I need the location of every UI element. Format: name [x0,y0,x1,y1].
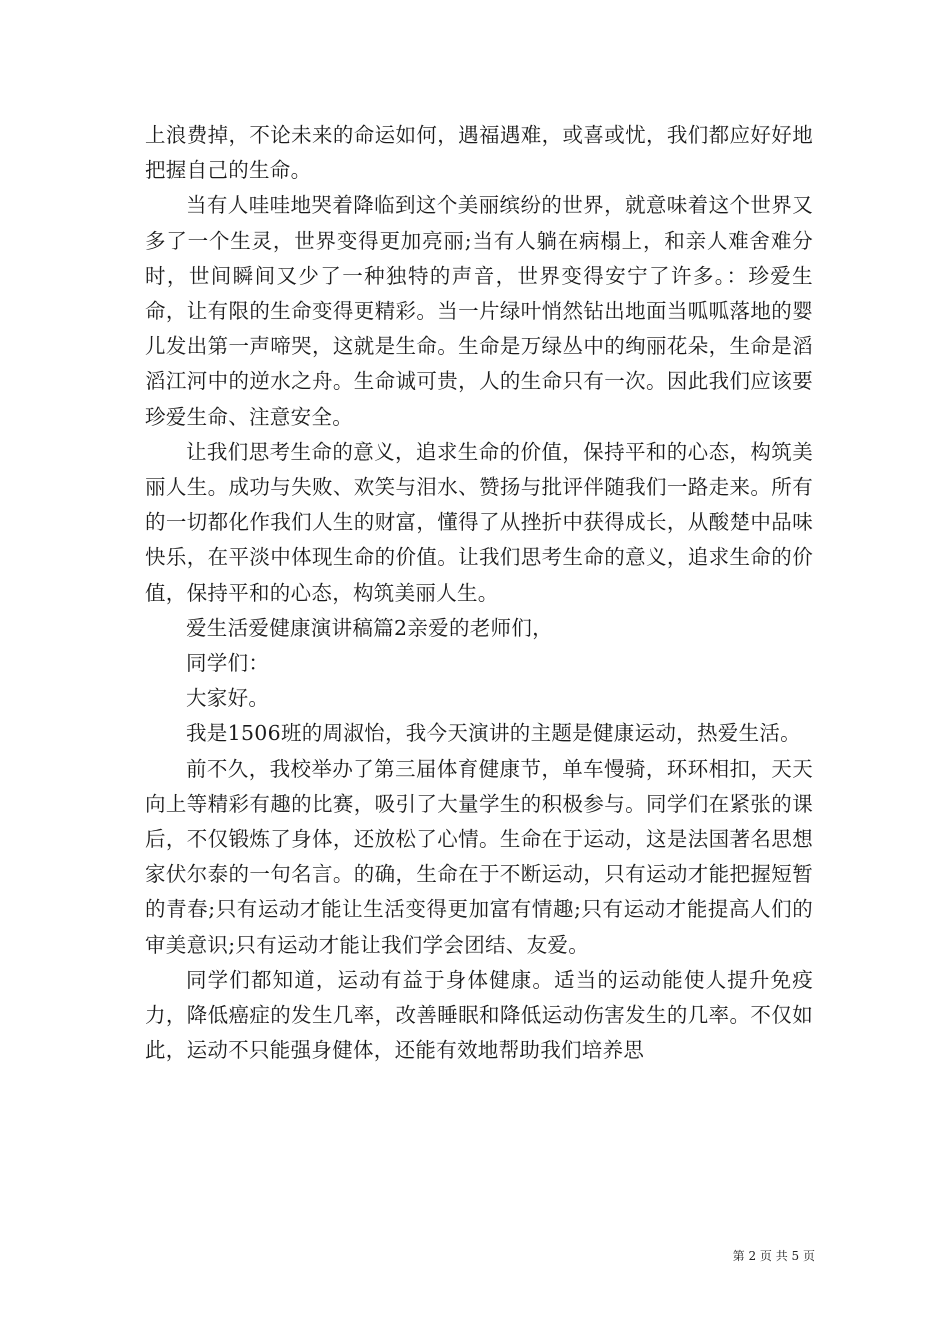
paragraph-5: 同学们： [186,651,270,676]
paragraph-9: 同学们都知道，运动有益于身体健康。适当的运动能使人提升免疫力，降低癌症的发生几率，改善睡眠和降低运动伤害发生的几率。不仅如此，运动不只能强身健体，还能有效地帮助我们培养思 [145,967,813,1063]
document-body [145,118,813,1068]
page-number-footer: 第 2 页 共 5 页 [732,1249,815,1263]
paragraph-4: 爱生活爱健康演讲稿篇2亲爱的老师们， [186,615,553,640]
paragraph-8: 前不久，我校举办了第三届体育健康节，单车慢骑，环环相扣，天天向上等精彩有趣的比赛，吸引了大量学生的积极参与。同学们在紧张的课后，不仅锻炼了身体，还放松了心情。生命在于运动，这是法国著名思想家伏尔泰的一句名言。的确，生命在于不断运动，只有运动才能把握短暂的青春;只有运动才能让生活变得更加富有情趣;只有运动才能提高人们的审美意识;只有运动才能让我们学会团结、友爱。 [145,756,813,957]
paragraph-6: 大家好。 [186,686,270,711]
paragraph-7: 我是1506班的周淑怡，我今天演讲的主题是健康运动，热爱生活。 [186,721,801,746]
paragraph-3: 让我们思考生命的意义，追求生命的价值，保持平和的心态，构筑美丽人生。成功与失败、欢笑与泪水、赞扬与批评伴随我们一路走来。所有的一切都化作我们人生的财富，懂得了从挫折中获得成长，从酸楚中品味快乐，在平淡中体现生命的价值。让我们思考生命的意义，追求生命的价值，保持平和的心态，构筑美丽人生。 [145,439,813,605]
paragraph-2: 当有人哇哇地哭着降临到这个美丽缤纷的世界，就意味着这个世界又多了一个生灵，世界变得更加亮丽;当有人躺在病榻上，和亲人难舍难分时，世间瞬间又少了一种独特的声音，世界变得安宁了许多。：珍爱生命，让有限的生命变得更精彩。当一片绿叶悄然钻出地面当呱呱落地的婴儿发出第一声啼哭，这就是生命。生命是万绿丛中的绚丽花朵，生命是滔滔江河中的逆水之舟。生命诚可贵，人的生命只有一次。因此我们应该要珍爱生命、注意安全。 [145,193,813,429]
paragraph-1: 上浪费掉，不论未来的命运如何，遇福遇难，或喜或忧，我们都应好好地把握自己的生命。 [145,123,813,183]
